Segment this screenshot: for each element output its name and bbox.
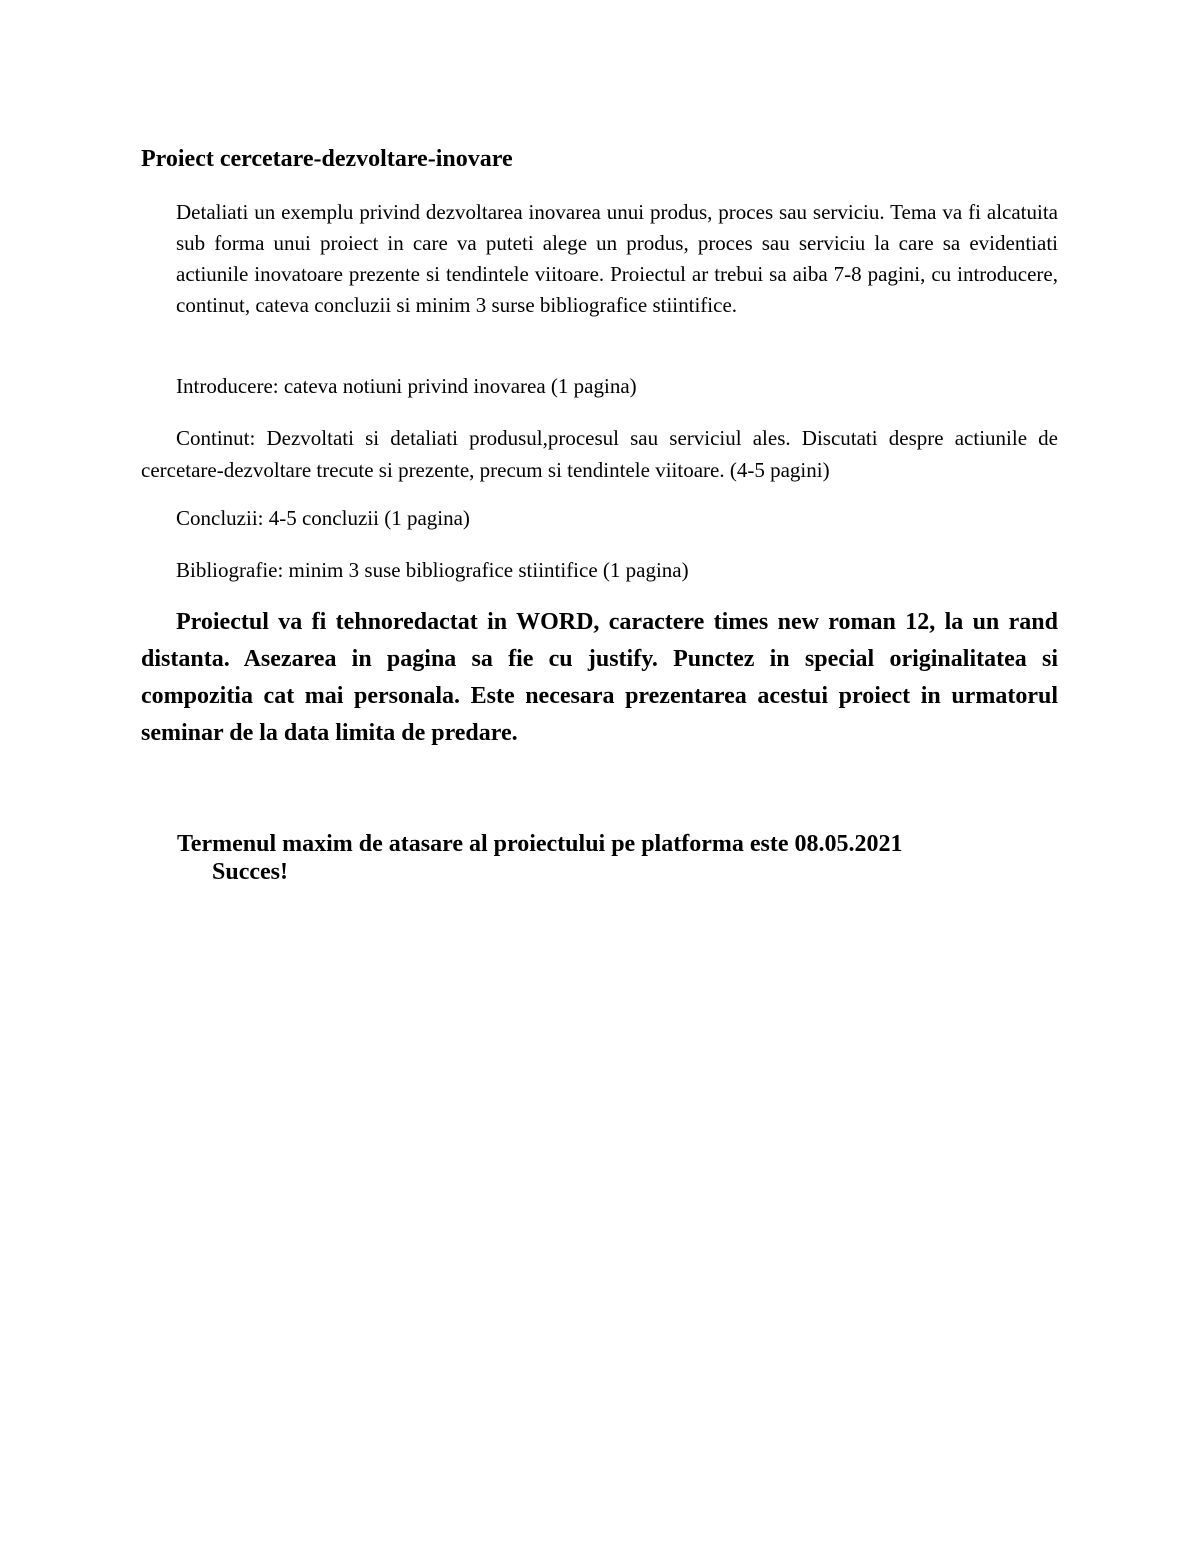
introducere-paragraph: Introducere: cateva notiuni privind inovarea (1 pagina) bbox=[176, 374, 637, 398]
bibliografie-paragraph: Bibliografie: minim 3 suse bibliografice stiintifice (1 pagina) bbox=[176, 558, 689, 582]
concluzii-paragraph: Concluzii: 4-5 concluzii (1 pagina) bbox=[176, 506, 470, 530]
continut-paragraph: Continut: Dezvoltati si detaliati produsul,procesul sau serviciul ales. Discutati despre actiunile de cercetare-dezvoltare trecute si prezente, precum si tendintele viitoare. (4-5 pagini) bbox=[141, 426, 1058, 482]
deadline-text: Termenul maxim de atasare al proiectului pe platforma este 08.05.2021 bbox=[177, 831, 903, 857]
document-title: Proiect cercetare-dezvoltare-inovare bbox=[141, 146, 513, 172]
closing-text: Succes! bbox=[212, 859, 288, 885]
instructions-paragraph: Proiectul va fi tehnoredactat in WORD, caractere times new roman 12, la un rand distanta. Asezarea in pagina sa fie cu justify. Punctez in special originalitatea si compozitia cat mai personala. Este necesara prezentarea acestui proiect in urmatorul seminar de la data limita de predare. bbox=[141, 609, 1058, 746]
intro-paragraph: Detaliati un exemplu privind dezvoltarea inovarea unui produs, proces sau serviciu. Tema va fi alcatuita sub forma unui proiect in care va puteti alege un produs, proces sau serviciu la care sa evidentiati actiunile inovatoare prezente si tendintele viitoare. Proiectul ar trebui sa aiba 7-8 pagini, cu introducere, continut, cateva concluzii si minim 3 surse bibliografice stiintifice. bbox=[176, 200, 1058, 317]
